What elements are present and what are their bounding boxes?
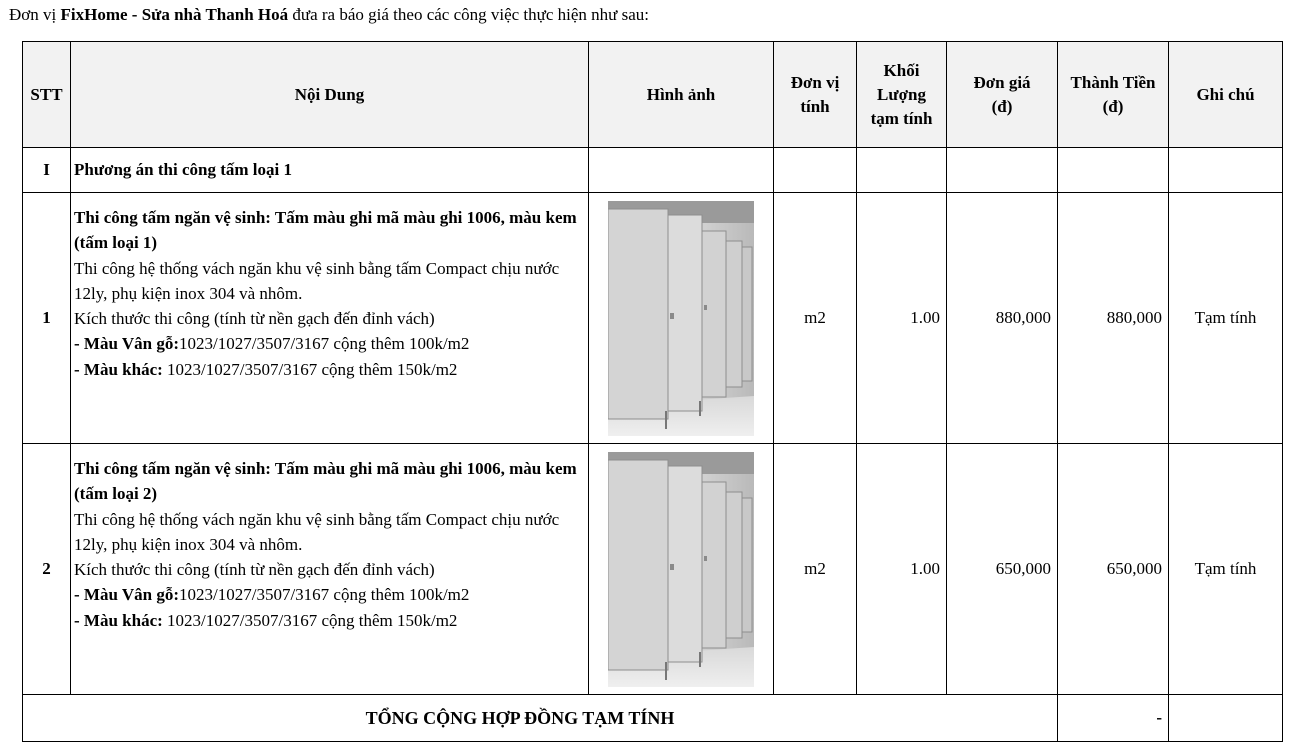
row-option-wood — [74, 331, 584, 356]
row-detail: Thi công hệ thống vách ngăn khu vệ sinh bằng tấm Compact chịu nước 12ly, phụ kiện inox 304 và nhôm. — [74, 509, 560, 554]
quote-table — [22, 41, 1283, 742]
option-wood-text: 1023/1027/3507/3167 cộng thêm 100k/m2 — [179, 334, 470, 354]
row-option-other — [74, 357, 584, 382]
header-amount-line-2: (đ) — [1102, 96, 1124, 116]
header-qty-line-3: tạm tính — [870, 108, 933, 128]
option-wood-text: 1023/1027/3507/3167 cộng thêm 100k/m2 — [179, 585, 470, 605]
row-description — [71, 193, 589, 444]
toilet-partition-photo — [608, 201, 754, 436]
section-stt: I — [23, 148, 71, 193]
header-qty — [857, 42, 947, 148]
option-other-text: 1023/1027/3507/3167 cộng thêm 150k/m2 — [162, 610, 458, 630]
empty-cell — [1169, 695, 1283, 742]
header-content: Nội Dung — [71, 42, 589, 148]
intro-prefix: Đơn vị — [9, 5, 61, 24]
option-wood-label: - Màu Vân gỗ: — [74, 334, 179, 354]
row-size-note: Kích thước thi công (tính từ nền gạch đến đỉnh vách) — [74, 560, 435, 580]
row-image-cell — [589, 444, 774, 695]
row-option-other — [74, 608, 584, 633]
intro-suffix: đưa ra báo giá theo các công việc thực hiện như sau: — [288, 5, 650, 24]
row-stt: 1 — [23, 193, 71, 444]
header-price-line-2: (đ) — [991, 96, 1013, 116]
table-row — [23, 444, 1283, 695]
intro-company: FixHome - Sửa nhà Thanh Hoá — [60, 5, 289, 24]
empty-cell — [589, 148, 774, 193]
row-price: 880,000 — [947, 193, 1058, 444]
header-unit — [774, 42, 857, 148]
row-qty: 1.00 — [857, 193, 947, 444]
section-row — [23, 148, 1283, 193]
row-price: 650,000 — [947, 444, 1058, 695]
header-stt: STT — [23, 42, 71, 148]
row-option-wood — [74, 582, 584, 607]
row-image-cell — [589, 193, 774, 444]
header-amount — [1058, 42, 1169, 148]
total-value: - — [1058, 695, 1169, 742]
option-other-label: - Màu khác: — [74, 359, 163, 379]
header-price — [947, 42, 1058, 148]
table-row — [23, 193, 1283, 444]
empty-cell — [1058, 148, 1169, 193]
header-unit-line-2: tính — [800, 96, 830, 116]
row-description — [71, 444, 589, 695]
row-amount: 650,000 — [1058, 444, 1169, 695]
row-title: Thi công tấm ngăn vệ sinh: Tấm màu ghi mã màu ghi 1006, màu kem (tấm loại 1) — [74, 208, 577, 253]
header-price-line-1: Đơn giá — [973, 72, 1031, 92]
empty-cell — [857, 148, 947, 193]
row-note: Tạm tính — [1169, 193, 1283, 444]
row-size-note: Kích thước thi công (tính từ nền gạch đến đỉnh vách) — [74, 309, 435, 329]
header-qty-line-1: Khối — [883, 60, 920, 80]
row-detail: Thi công hệ thống vách ngăn khu vệ sinh bằng tấm Compact chịu nước 12ly, phụ kiện inox 304 và nhôm. — [74, 258, 560, 303]
empty-cell — [774, 148, 857, 193]
row-unit: m2 — [774, 193, 857, 444]
row-qty: 1.00 — [857, 444, 947, 695]
section-title: Phương án thi công tấm loại 1 — [71, 148, 589, 193]
header-note: Ghi chú — [1169, 42, 1283, 148]
header-amount-line-1: Thành Tiền — [1070, 72, 1156, 92]
header-qty-line-2: Lượng — [877, 84, 926, 104]
header-row — [23, 42, 1283, 148]
row-title: Thi công tấm ngăn vệ sinh: Tấm màu ghi mã màu ghi 1006, màu kem (tấm loại 2) — [74, 459, 577, 504]
option-other-label: - Màu khác: — [74, 610, 163, 630]
header-image: Hình ảnh — [589, 42, 774, 148]
empty-cell — [1169, 148, 1283, 193]
row-unit: m2 — [774, 444, 857, 695]
empty-cell — [947, 148, 1058, 193]
intro-text — [9, 4, 649, 26]
total-label: TỔNG CỘNG HỢP ĐỒNG TẠM TÍNH — [23, 695, 1058, 742]
total-row — [23, 695, 1283, 742]
header-unit-line-1: Đơn vị — [790, 72, 840, 92]
option-other-text: 1023/1027/3507/3167 cộng thêm 150k/m2 — [162, 359, 458, 379]
toilet-partition-photo — [608, 452, 754, 687]
row-amount: 880,000 — [1058, 193, 1169, 444]
row-note: Tạm tính — [1169, 444, 1283, 695]
row-stt: 2 — [23, 444, 71, 695]
option-wood-label: - Màu Vân gỗ: — [74, 585, 179, 605]
